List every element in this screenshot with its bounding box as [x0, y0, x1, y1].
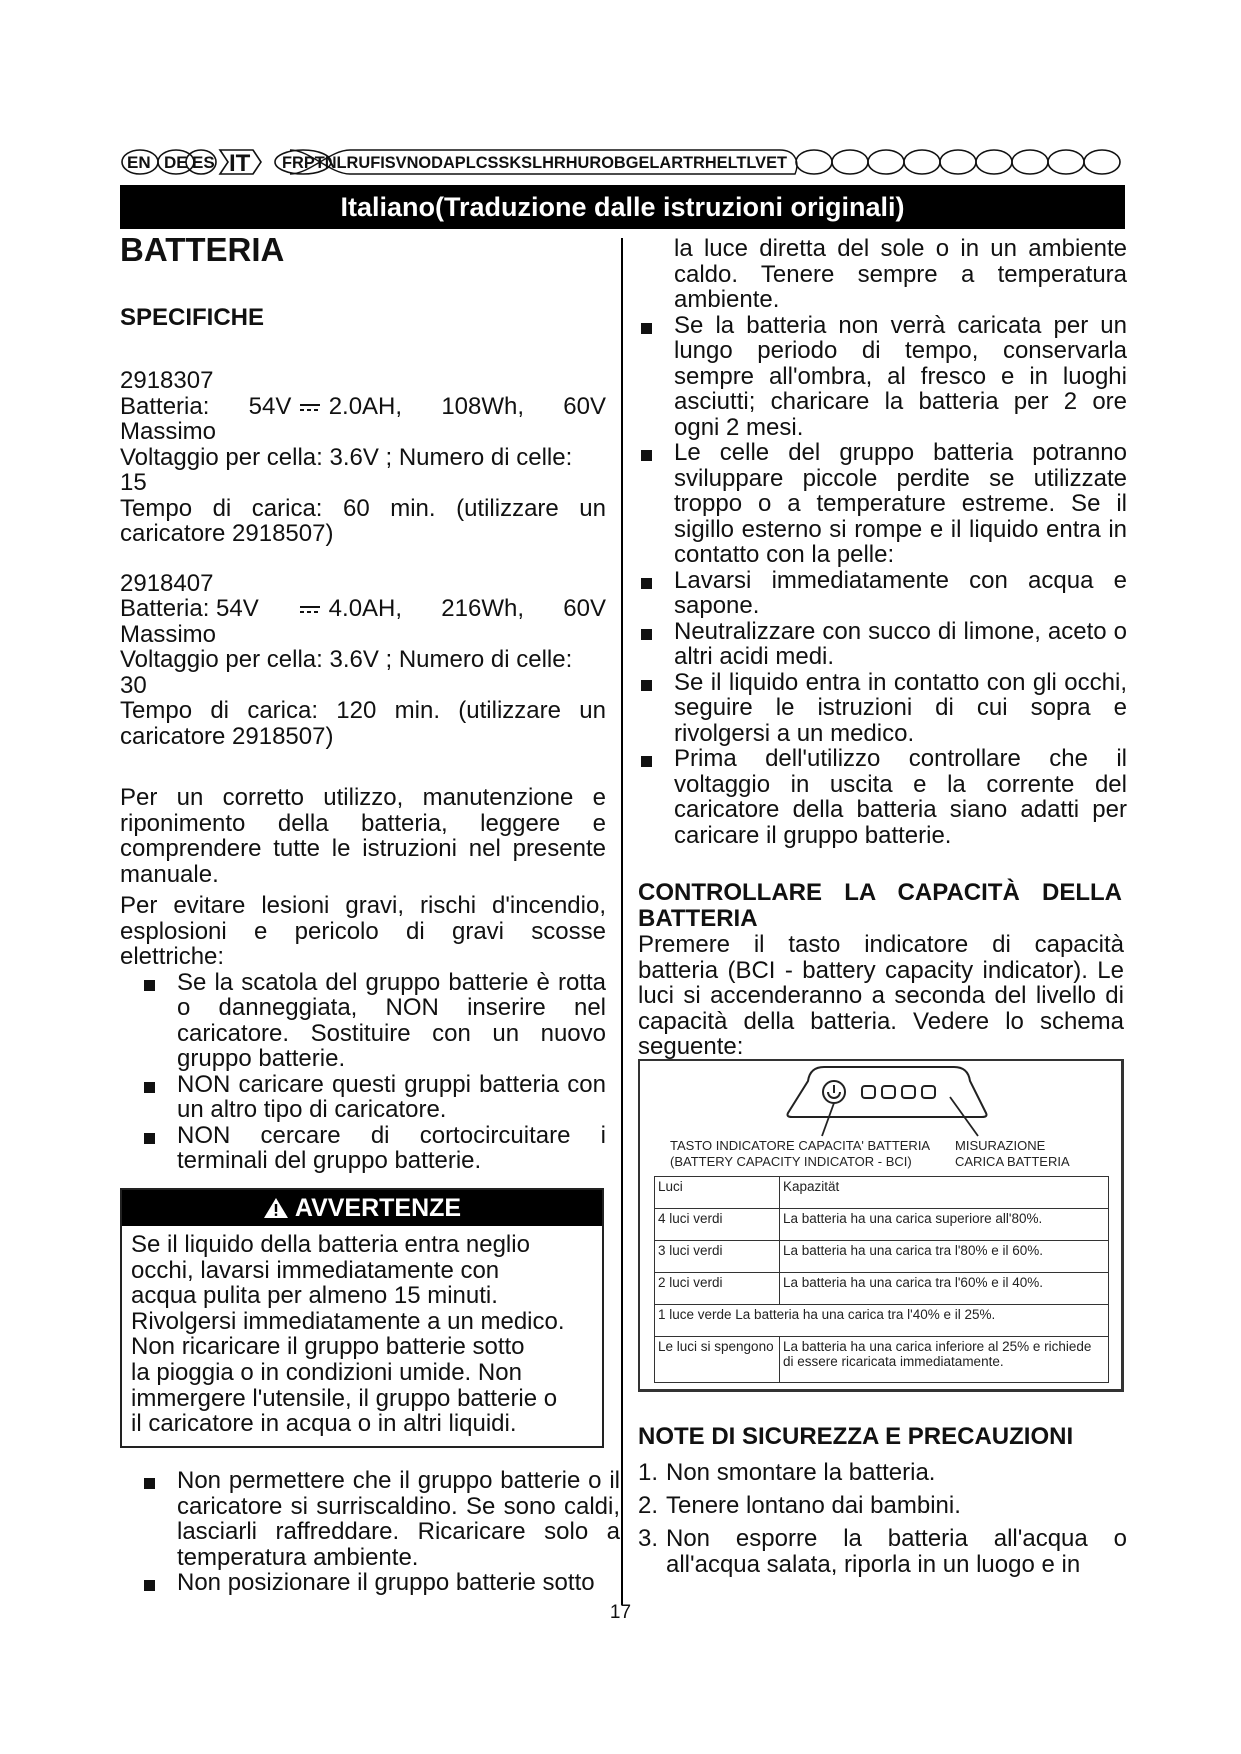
- bci-caption-left: TASTO INDICATORE CAPACITA' BATTERIA (BATTERY CAPACITY INDICATOR - BCI): [670, 1138, 931, 1169]
- bullet-item: Prima dell'utilizzo controllare che il voltaggio in uscita e la corrente del caricatore della batteria siano adatti per caricare il gruppo batterie.: [641, 746, 1127, 848]
- table-row: 2 luci verdi La batteria ha una carica tra l'60% e il 40%.: [655, 1273, 1109, 1305]
- capacity-text: Premere il tasto indicatore di capacità batteria (BCI - battery capacity indicator). Le luci si accenderanno a seconda del livello di capacità della batteria. Vedere lo schema seguente:: [638, 931, 1124, 1060]
- model-id: 2918407: [120, 569, 214, 597]
- dc-symbol-icon: [300, 606, 320, 613]
- table-header-row: Luci Kapazität: [655, 1177, 1109, 1209]
- bci-table: [654, 1176, 1109, 1383]
- bullet-item: NON caricare questi gruppi batteria con un altro tipo di caricatore.: [144, 1072, 606, 1123]
- bullet-item: Se il liquido entra in contatto con gli occhi, seguire le istruzioni di cui sopra e rivolgersi a un medico.: [641, 670, 1127, 747]
- page-banner: Italiano(Traduzione dalle istruzioni originali): [120, 185, 1125, 229]
- continued-text: la luce diretta del sole o in un ambiente caldo. Tenere sempre a temperatura ambiente.: [674, 235, 1127, 313]
- list-item: 1. Non smontare la batteria.: [638, 1459, 936, 1486]
- bullet-item: Se la scatola del gruppo batterie è rotta o danneggiata, NON inserire nel caricatore. Sostituire con un nuovo gruppo batterie.: [144, 970, 606, 1072]
- led-icon: [922, 1086, 935, 1098]
- capacity-heading: CONTROLLARE LA CAPACITÀ DELLA BATTERIA: [638, 879, 1122, 932]
- lang-others[interactable]: FRPTNLRUFISVNODAPLCSSKSLHRHUROBGELARTRHELTLVET: [282, 153, 788, 172]
- table-row: 4 luci verdi La batteria ha una carica superiore all'80%.: [655, 1209, 1109, 1241]
- safety-list: [638, 1456, 1127, 1578]
- battery-rating: Batteria: 54V 4.0AH, 216Wh, 60V: [120, 595, 606, 622]
- warning-header: [122, 1190, 602, 1226]
- warning-icon: [263, 1197, 289, 1219]
- led-icon: [902, 1086, 915, 1098]
- led-icon: [882, 1086, 895, 1098]
- page-number: 17: [609, 1602, 632, 1623]
- bullet-item: Le celle del gruppo batteria potranno sviluppare piccole perdite se utilizzate troppo o a temperature estreme. Se il sigillo esterno si rompe e il liquido entra in contatto con la pelle:: [641, 440, 1127, 568]
- language-tabs: [120, 146, 1125, 178]
- lang-es[interactable]: ES: [192, 153, 215, 172]
- specs-heading: SPECIFICHE: [120, 304, 265, 331]
- list-item: 3. Non esporre la batteria all'acqua o all'acqua salata, riporla in un luogo e in: [638, 1525, 1127, 1578]
- bullet-item: Non posizionare il gruppo batterie sotto: [144, 1570, 620, 1596]
- led-icon: [862, 1086, 875, 1098]
- spec-model-2: 2918407 Batteria: 54V 4.0AH, 216Wh, 60V Massimo Voltaggio per cella: 3.6V ; Numero di celle: 30 Tempo di carica: 120 min. (utilizzare un caricatore 2918507): [120, 569, 606, 750]
- lang-de[interactable]: DE: [164, 153, 188, 172]
- bci-caption-right: MISURAZIONE CARICA BATTERIA: [955, 1138, 1070, 1169]
- bullet-item: Se la batteria non verrà caricata per un lungo periodo di tempo, conservarla sempre all'ombra, al fresco e in luoghi asciutti; charicare la batteria per 2 ore ogni 2 mesi.: [641, 313, 1127, 441]
- table-row: 1 luce verde La batteria ha una carica tra l'40% e il 25%.: [655, 1305, 1109, 1337]
- right-column: [638, 235, 1127, 1060]
- lang-en[interactable]: EN: [127, 153, 151, 172]
- intro-paragraph-2: Per evitare lesioni gravi, rischi d'incendio, esplosioni e pericolo di gravi scosse elettriche:: [120, 892, 606, 970]
- lang-it[interactable]: IT: [229, 150, 251, 177]
- column-divider: [621, 238, 623, 1605]
- page-title: BATTERIA: [120, 231, 285, 268]
- bullet-item: Lavarsi immediatamente con acqua e sapone.: [641, 568, 1127, 619]
- bullet-item: Neutralizzare con succo di limone, aceto o altri acidi medi.: [641, 619, 1127, 670]
- model-id: 2918307: [120, 367, 214, 394]
- table-row: 3 luci verdi La batteria ha una carica tra l'80% e il 60%.: [655, 1241, 1109, 1273]
- safety-section: [638, 1424, 1127, 1578]
- bci-diagram: [638, 1059, 1124, 1392]
- battery-rating: Batteria: 54V 2.0AH, 108Wh, 60V: [120, 392, 606, 420]
- warning-title: AVVERTENZE: [294, 1193, 462, 1222]
- bullet-item: Non permettere che il gruppo batterie o il caricatore si surriscaldino. Se sono caldi, lasciarli raffreddare. Ricaricare solo a temperatura ambiente.: [144, 1468, 620, 1570]
- intro-paragraph: Per un corretto utilizzo, manutenzione e riponimento della batteria, leggere e comprendere tutte le istruzioni nel presente manuale.: [120, 784, 606, 888]
- dc-symbol-icon: [300, 404, 320, 411]
- warning-body: Se il liquido della batteria entra neglio occhi, lavarsi immediatamente con acqua pulita per almeno 15 minuti. Rivolgersi immediatamente a un medico. Non ricaricare il gruppo batterie sotto la pioggia o in condizioni umide. Non immergere l'utensile, il gruppo batterie o il caricatore in acqua o in altri liquidi.: [131, 1231, 565, 1438]
- bullet-item: NON cercare di cortocircuitare i terminali del gruppo batterie.: [144, 1123, 606, 1174]
- spec-model-1: 2918307 Batteria: 54V 2.0AH, 108Wh, 60V Massimo Voltaggio per cella: 3.6V ; Numero di celle: 15 Tempo di carica: 60 min. (utilizzare un caricatore 2918507): [120, 367, 606, 547]
- table-row: Le luci si spengono La batteria ha una carica inferiore al 25% e richiede di essere ricaricata immediatamente.: [655, 1337, 1109, 1383]
- warning-box: [120, 1188, 604, 1448]
- language-tabs-graphic: [120, 146, 1125, 178]
- left-bottom-bullets: [120, 1468, 620, 1596]
- safety-heading: NOTE DI SICUREZZA E PRECAUZIONI: [638, 1423, 1074, 1450]
- list-item: 2. Tenere lontano dai bambini.: [638, 1492, 961, 1519]
- left-column: [120, 230, 606, 1174]
